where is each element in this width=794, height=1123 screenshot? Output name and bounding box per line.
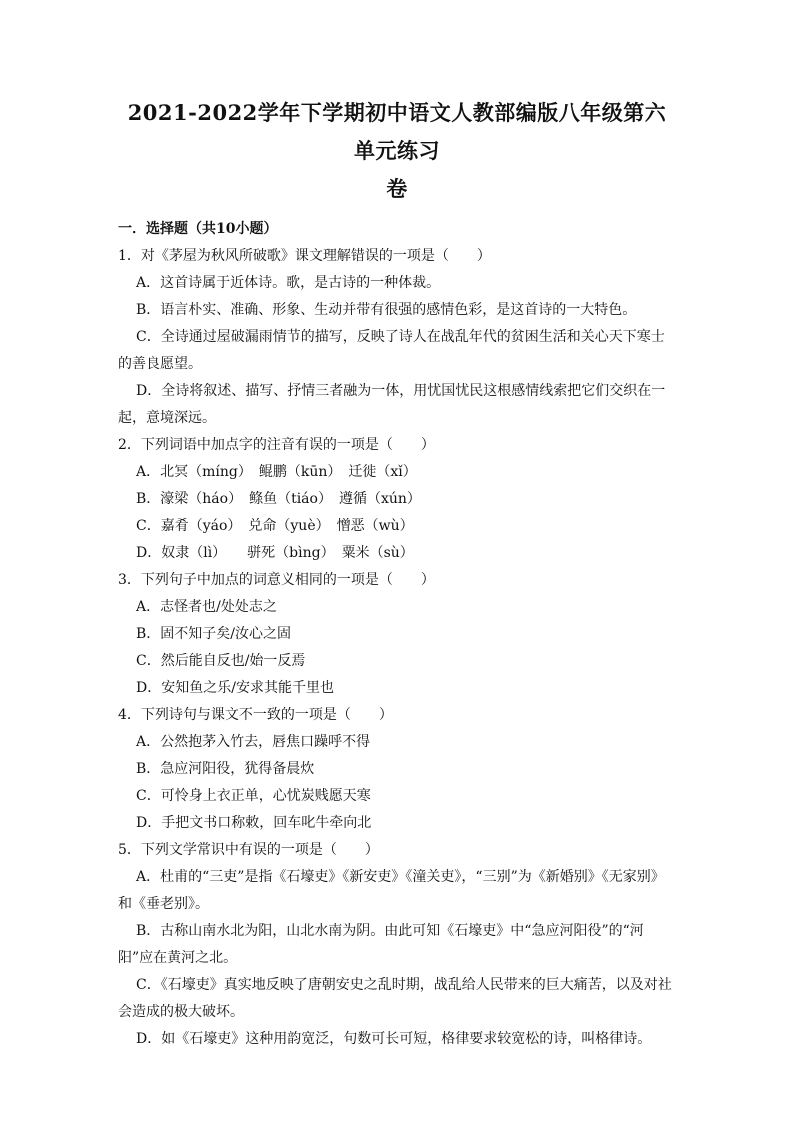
exam-title bbox=[118, 94, 676, 208]
question-1 bbox=[118, 243, 676, 432]
option-d: D．奴隶（lì） 骈死（bìng） 粟米（sù） bbox=[136, 545, 414, 561]
option-c: C．《石壕吏》真实地反映了唐朝安史之乱时期，战乱给人民带来的巨大痛苦，以及对社会造成的极大破坏。 bbox=[118, 977, 672, 1020]
option-a: A．北冥（míng） 鲲鹏（kūn） 迁徙（xǐ） bbox=[136, 464, 417, 480]
question-stem: 4．下列诗句与课文不一致的一项是（ ） bbox=[118, 707, 393, 723]
question-stem: 2．下列词语中加点字的注音有误的一项是（ ） bbox=[118, 437, 435, 453]
option-c: C．全诗通过屋破漏雨情节的描写，反映了诗人在战乱年代的贫困生活和关心天下寒士的善良愿望。 bbox=[118, 329, 665, 372]
option-a: A．这首诗属于近体诗。歌，是古诗的一种体裁。 bbox=[136, 275, 441, 291]
option-d: D．如《石壕吏》这种用韵宽泛，句数可长可短，格律要求较宽松的诗，叫格律诗。 bbox=[136, 1031, 652, 1047]
option-a: A．公然抱茅入竹去，唇焦口躁呼不得 bbox=[136, 734, 371, 750]
option-c: C．嘉肴（yáo） 兑命（yuè） 憎恶（wù） bbox=[136, 518, 414, 534]
exam-title-line2: 卷 bbox=[386, 176, 408, 201]
option-b: B．急应河阳役，犹得备晨炊 bbox=[136, 761, 315, 777]
option-b: B．固不知子矣/汝心之固 bbox=[136, 626, 292, 642]
option-d: D．全诗将叙述、描写、抒情三者融为一体，用忧国忧民这根感情线索把它们交织在一起，意境深远。 bbox=[118, 383, 666, 426]
option-c: C．可怜身上衣正单，心忧炭贱愿天寒 bbox=[136, 788, 371, 804]
section-heading: 一．选择题（共10小题） bbox=[118, 221, 278, 237]
option-b: B．古称山南水北为阳，山北水南为阴。由此可知《石壕吏》中“急应河阳役”的“河阳”应在黄河之北。 bbox=[118, 923, 644, 966]
option-c: C．然后能自反也/始一反焉 bbox=[136, 653, 306, 669]
question-4 bbox=[118, 702, 676, 837]
option-a: A．杜甫的“三吏”是指《石壕吏》《新安吏》《潼关吏》，“三别”为《新婚别》《无家别》和《垂老别》。 bbox=[118, 869, 665, 912]
option-b: B．语言朴实、准确、形象、生动并带有很强的感情色彩，是这首诗的一大特色。 bbox=[136, 302, 637, 318]
question-stem: 1．对《茅屋为秋风所破歌》课文理解错误的一项是（ ） bbox=[118, 248, 491, 264]
question-stem: 3．下列句子中加点的词意义相同的一项是（ ） bbox=[118, 572, 435, 588]
option-d: D．手把文书口称敕，回车叱牛牵向北 bbox=[136, 815, 372, 831]
question-2 bbox=[118, 432, 676, 567]
option-a: A．志怪者也/处处志之 bbox=[136, 599, 277, 615]
question-5 bbox=[118, 837, 676, 1053]
question-stem: 5．下列文学常识中有误的一项是（ ） bbox=[118, 842, 379, 858]
option-b: B．濠梁（háo） 鲦鱼（tiáo） 遵循（xún） bbox=[136, 491, 421, 507]
option-d: D．安知鱼之乐/安求其能千里也 bbox=[136, 680, 334, 696]
question-3 bbox=[118, 567, 676, 702]
exam-title-line1: 2021-2022学年下学期初中语文人教部编版八年级第六单元练习 bbox=[127, 100, 667, 163]
